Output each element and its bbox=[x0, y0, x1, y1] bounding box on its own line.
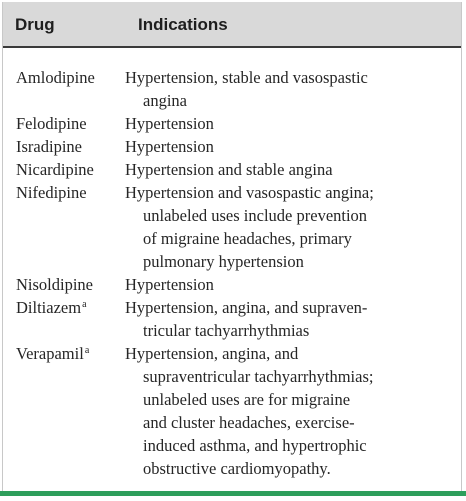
drug-name: Felodipine bbox=[16, 114, 87, 133]
indication-line: obstructive cardiomyopathy. bbox=[143, 459, 331, 478]
drug-name-cell bbox=[3, 158, 125, 181]
drug-name-cell bbox=[3, 135, 125, 158]
indication-line: Hypertension bbox=[125, 114, 214, 133]
indication-line: and cluster headaches, exercise- bbox=[143, 413, 355, 432]
drug-name: Nicardipine bbox=[16, 160, 94, 179]
indications-cell bbox=[125, 135, 461, 158]
table-row bbox=[3, 181, 461, 273]
drug-name-cell bbox=[3, 296, 125, 319]
drug-name: Amlodipine bbox=[16, 68, 95, 87]
bottom-accent-rule bbox=[0, 491, 466, 496]
drug-name: Isradipine bbox=[16, 137, 82, 156]
indication-line: Hypertension, angina, and supraven- bbox=[125, 298, 368, 317]
indications-cell bbox=[125, 342, 461, 480]
indication-line: Hypertension, angina, and bbox=[125, 344, 299, 363]
indication-line: angina bbox=[143, 91, 187, 110]
drug-name: Nisoldipine bbox=[16, 275, 93, 294]
indications-cell bbox=[125, 273, 461, 296]
drug-name-cell bbox=[3, 112, 125, 135]
indication-line: Hypertension, stable and vasospastic bbox=[125, 68, 368, 87]
drug-name-cell bbox=[3, 181, 125, 204]
drug-name-cell bbox=[3, 273, 125, 296]
drug-name-cell bbox=[3, 342, 125, 365]
indication-line: pulmonary hypertension bbox=[143, 252, 304, 271]
indication-line: unlabeled uses are for migraine bbox=[143, 390, 351, 409]
indication-line: induced asthma, and hypertrophic bbox=[143, 436, 367, 455]
indications-cell bbox=[125, 181, 461, 273]
table-row bbox=[3, 296, 461, 342]
indication-line: Hypertension bbox=[125, 137, 214, 156]
table-row bbox=[3, 66, 461, 112]
indication-line: of migraine headaches, primary bbox=[143, 229, 352, 248]
footnote-marker: a bbox=[84, 345, 90, 356]
table-body bbox=[3, 66, 461, 480]
indication-line: Hypertension and vasospastic angina; bbox=[125, 183, 374, 202]
indication-line: supraventricular tachyarrhythmias; bbox=[143, 367, 374, 386]
table-row bbox=[3, 158, 461, 181]
table-row bbox=[3, 273, 461, 296]
drug-name-cell bbox=[3, 66, 125, 89]
indication-line: unlabeled uses include prevention bbox=[143, 206, 368, 225]
table-row bbox=[3, 135, 461, 158]
table-row bbox=[3, 342, 461, 480]
indications-cell bbox=[125, 296, 461, 342]
drug-indications-table bbox=[2, 2, 462, 491]
footnote-marker: a bbox=[82, 299, 87, 310]
drug-name: Nifedipine bbox=[16, 183, 87, 202]
indication-line: Hypertension bbox=[125, 275, 214, 294]
indication-line: tricular tachyarrhythmias bbox=[143, 321, 310, 340]
indication-line: Hypertension and stable angina bbox=[125, 160, 333, 179]
drug-name: Verapamil bbox=[16, 344, 84, 363]
table-header-row bbox=[3, 2, 461, 48]
table-row bbox=[3, 112, 461, 135]
drug-name: Diltiazem bbox=[16, 298, 82, 317]
indications-cell bbox=[125, 112, 461, 135]
column-header-drug: Drug bbox=[15, 15, 55, 34]
indications-cell bbox=[125, 158, 461, 181]
column-header-indications: Indications bbox=[138, 15, 228, 34]
indications-cell bbox=[125, 66, 461, 112]
